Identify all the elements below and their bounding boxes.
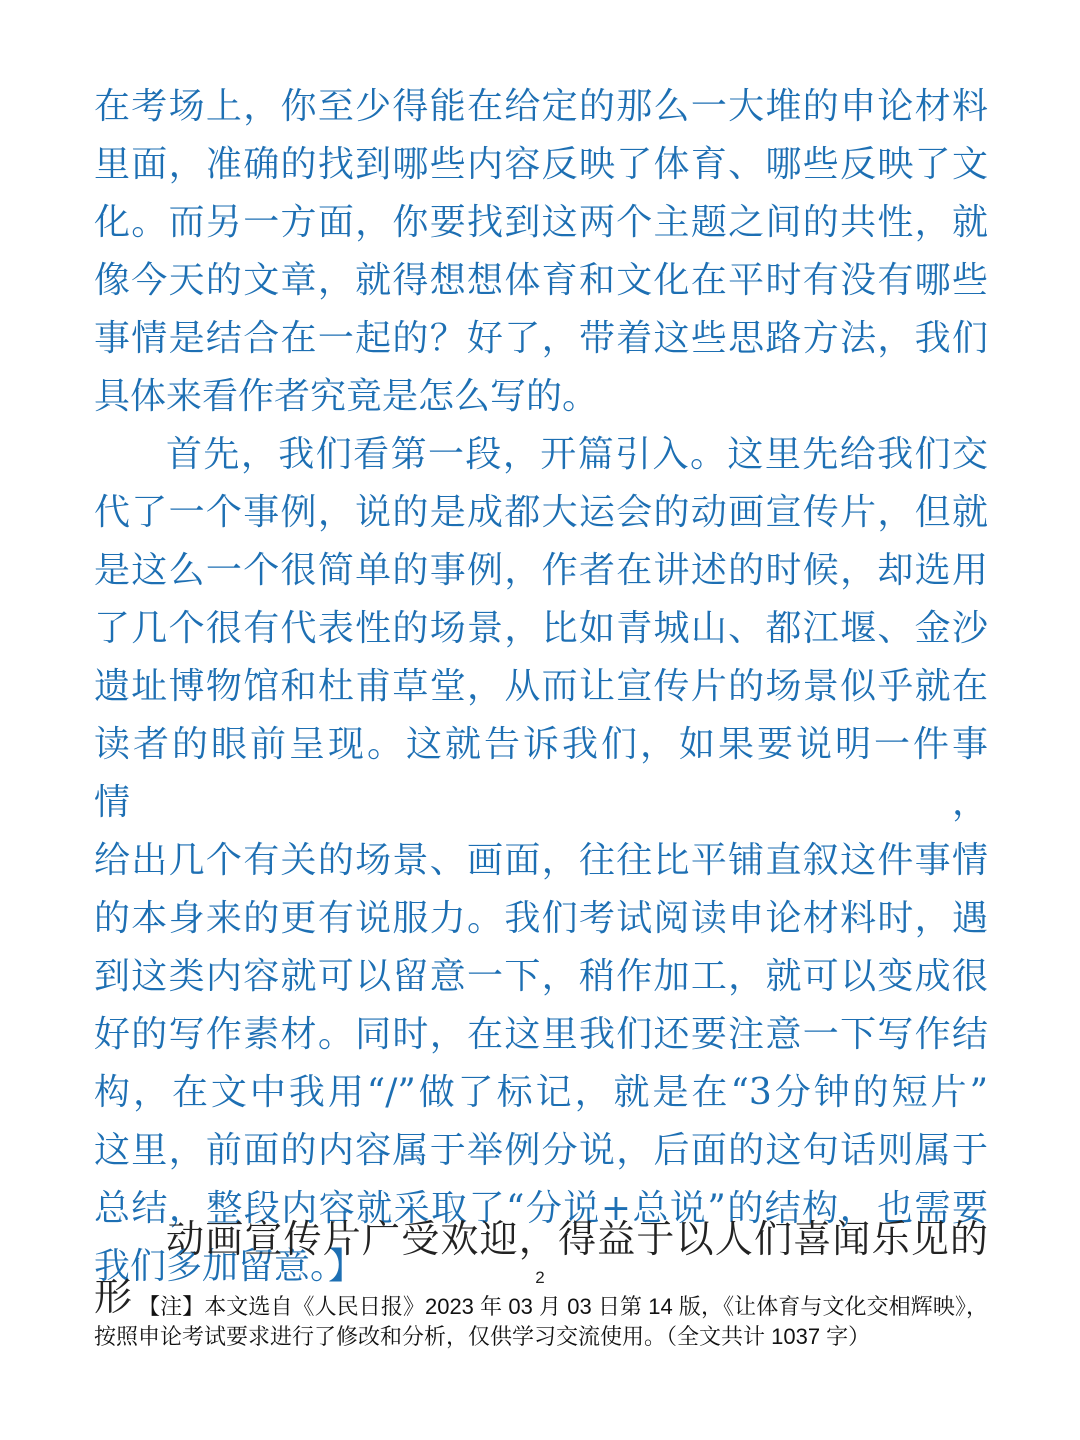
analysis-line: 构，在文中我用“/”做了标记，就是在“3分钟的短片” (94, 1072, 988, 1113)
analysis-line: 到这类内容就可以留意一下，稍作加工，就可以变成很 (94, 956, 988, 997)
analysis-line: 我们多加留意。】 (94, 1246, 365, 1287)
analysis-paragraph-continued (94, 78, 988, 426)
analysis-line: 的本身来的更有说服力。我们考试阅读申论材料时，遇 (94, 898, 988, 939)
analysis-line: 总结，整段内容就采取了“分说+总说”的结构，也需要 (94, 1188, 988, 1229)
page-number: 2 (535, 1268, 545, 1287)
analysis-line: 给出几个有关的场景、画面，往往比平铺直叙这件事情 (94, 840, 988, 881)
analysis-line: 里面，准确的找到哪些内容反映了体育、哪些反映了文 (94, 144, 988, 185)
analysis-line: 像今天的文章，就得想想体育和文化在平时有没有哪些 (94, 260, 988, 301)
footnote: 【注】本文选自《人民日报》2023 年 03 月 03 日第 14 版，《让体育与文化交相辉映》，按照申论考试要求进行了修改和分析，仅供学习交流使用。（全文共计 1037 字） (94, 1294, 988, 1349)
analysis-line: 代了一个事例，说的是成都大运会的动画宣传片，但就 (94, 492, 988, 533)
analysis-line: 具体来看作者究竟是怎么写的。 (94, 376, 599, 417)
analysis-line: 事情是结合在一起的？好了，带着这些思路方法，我们 (94, 318, 988, 359)
analysis-line: 首先，我们看第一段，开篇引入。这里先给我们交 (166, 434, 988, 475)
analysis-line: 读者的眼前呈现。这就告诉我们，如果要说明一件事情， (94, 724, 988, 823)
analysis-line: 了几个很有代表性的场景，比如青城山、都江堰、金沙 (94, 608, 988, 649)
analysis-line: 好的写作素材。同时，在这里我们还要注意一下写作结 (94, 1014, 988, 1055)
analysis-line: 遗址博物馆和杜甫草堂，从而让宣传片的场景似乎就在 (94, 666, 988, 707)
analysis-line: 化。而另一方面，你要找到这两个主题之间的共性，就 (94, 202, 988, 243)
analysis-line: 这里，前面的内容属于举例分说，后面的这句话则属于 (94, 1130, 988, 1171)
analysis-line: 在考场上，你至少得能在给定的那么一大堆的申论材料 (94, 86, 988, 127)
analysis-paragraph-first-section (94, 426, 988, 1296)
analysis-line: 是这么一个很简单的事例，作者在讲述的时候，却选用 (94, 550, 988, 591)
article-line: 动画宣传片广受欢迎，得益于以人们喜闻乐见的形 (94, 1217, 988, 1319)
